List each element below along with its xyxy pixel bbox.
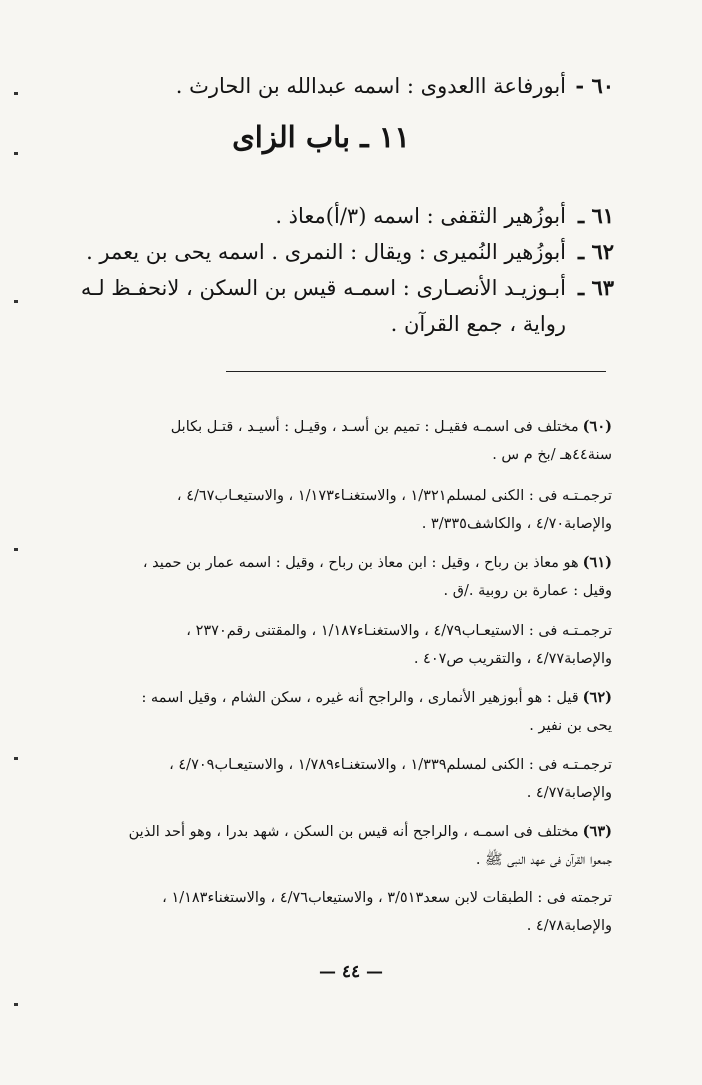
- entry-text: أبوزُهير النُميرى : ويقال : النمرى . اسمه يحى بن يعمر .: [86, 240, 566, 264]
- footnote-60-references: [62, 482, 612, 538]
- reference-line: ترجمته فى : الطبقات لابن سعد٣/٥١٣ ، والاستيعاب٤/٧٦ ، والاستغناء١/١٨٣ ،: [162, 890, 612, 906]
- entry-number: ٦٢ ـ: [577, 239, 614, 264]
- entry-61: [60, 198, 614, 234]
- footnote-line: يحى بن نفير .: [529, 718, 612, 734]
- entry-text-continuation: رواية ، جمع القرآن .: [390, 312, 566, 336]
- reference-line: والإصابة٤/٧٠ ، والكاشف٣/٣٣٥ .: [421, 516, 612, 532]
- footnote-number: (٦٠): [582, 418, 612, 435]
- footnote-line: مختلف فى اسمـه ، والراجح أنه قيس بن السكن ، شهد بدرا ، وهو أحد الذين: [128, 824, 579, 840]
- reference-line: ترجمـتـه فى : الكنى لمسلم١/٣٢١ ، والاستغنـاء١/١٧٣ ، والاستيعـاب٤/٦٧ ،: [176, 488, 612, 504]
- margin-mark: [14, 1003, 18, 1006]
- entry-number: ٦١ ـ: [577, 203, 614, 228]
- footnote-line: وقيل : عمارة بن روبية ./ق .: [443, 583, 612, 599]
- reference-line: والإصابة٤/٧٨ .: [526, 918, 612, 934]
- entry-text: أبورفاعة االعدوى : اسمه عبدالله بن الحارث .: [175, 74, 566, 98]
- footnote-divider: [226, 371, 606, 372]
- entry-text: أبوزُهير الثقفى : اسمه (٣/أ)معاذ .: [275, 204, 566, 228]
- footnote-number: (٦١): [582, 554, 612, 571]
- section-heading: ١١ ـ باب الزاى: [232, 120, 410, 154]
- footnote-number: (٦٣): [582, 823, 612, 840]
- footnote-62: [62, 684, 612, 740]
- footnote-line: قيل : هو أبوزهير الأنمارى ، والراجح أنه غيره ، سكن الشام ، وقيل اسمه :: [141, 690, 579, 706]
- margin-mark: [14, 92, 18, 95]
- margin-mark: [14, 152, 18, 155]
- entry-number: ٦٣ ـ: [577, 275, 614, 300]
- footnote-line: هو معاذ بن رباح ، وقيل : ابن معاذ بن رباح ، وقيل : اسمه عمار بن حميد ،: [142, 555, 579, 571]
- footnote-61: [62, 549, 612, 605]
- reference-line: ترجمـتـه فى : الاستيعـاب٤/٧٩ ، والاستغنـاء١/١٨٧ ، والمقتنى رقم٢٣٧٠ ،: [186, 623, 612, 639]
- reference-line: والإصابة٤/٧٧ .: [526, 785, 612, 801]
- footnote-line: سنة٤٤هـ /بخ م س .: [492, 447, 612, 463]
- footnote-61-references: [62, 617, 612, 673]
- margin-mark: [14, 757, 18, 760]
- footnote-62-references: [62, 751, 612, 807]
- footnote-line: جمعوا القرآن فى عهد النبى ﷺ .: [475, 852, 612, 868]
- reference-line: والإصابة٤/٧٧ ، والتقريب ص٤٠٧ .: [413, 651, 612, 667]
- footnote-63-references: [62, 884, 612, 940]
- footnote-number: (٦٢): [582, 689, 612, 706]
- margin-mark: [14, 300, 18, 303]
- entry-number: ٦٠ -: [575, 73, 614, 98]
- entry-63: [60, 270, 614, 342]
- entry-60: [60, 68, 614, 104]
- footnote-60: [62, 413, 612, 469]
- footnote-line: مختلف فى اسمـه فقيـل : تميم بن أسـد ، وقيـل : أسيـد ، قتـل بكابل: [170, 419, 579, 435]
- footnote-63: [62, 818, 612, 874]
- page-number: — ٤٤ —: [318, 962, 384, 982]
- reference-line: ترجمـتـه فى : الكنى لمسلم١/٣٣٩ ، والاستغنـاء١/٧٨٩ ، والاستيعـاب٤/٧٠٩ ،: [169, 757, 612, 773]
- margin-mark: [14, 548, 18, 551]
- entry-62: [60, 234, 614, 270]
- entry-text: أبـوزيـد الأنصـارى : اسمـه قيس بن السكن ، لانحفـظ لـه: [80, 276, 566, 300]
